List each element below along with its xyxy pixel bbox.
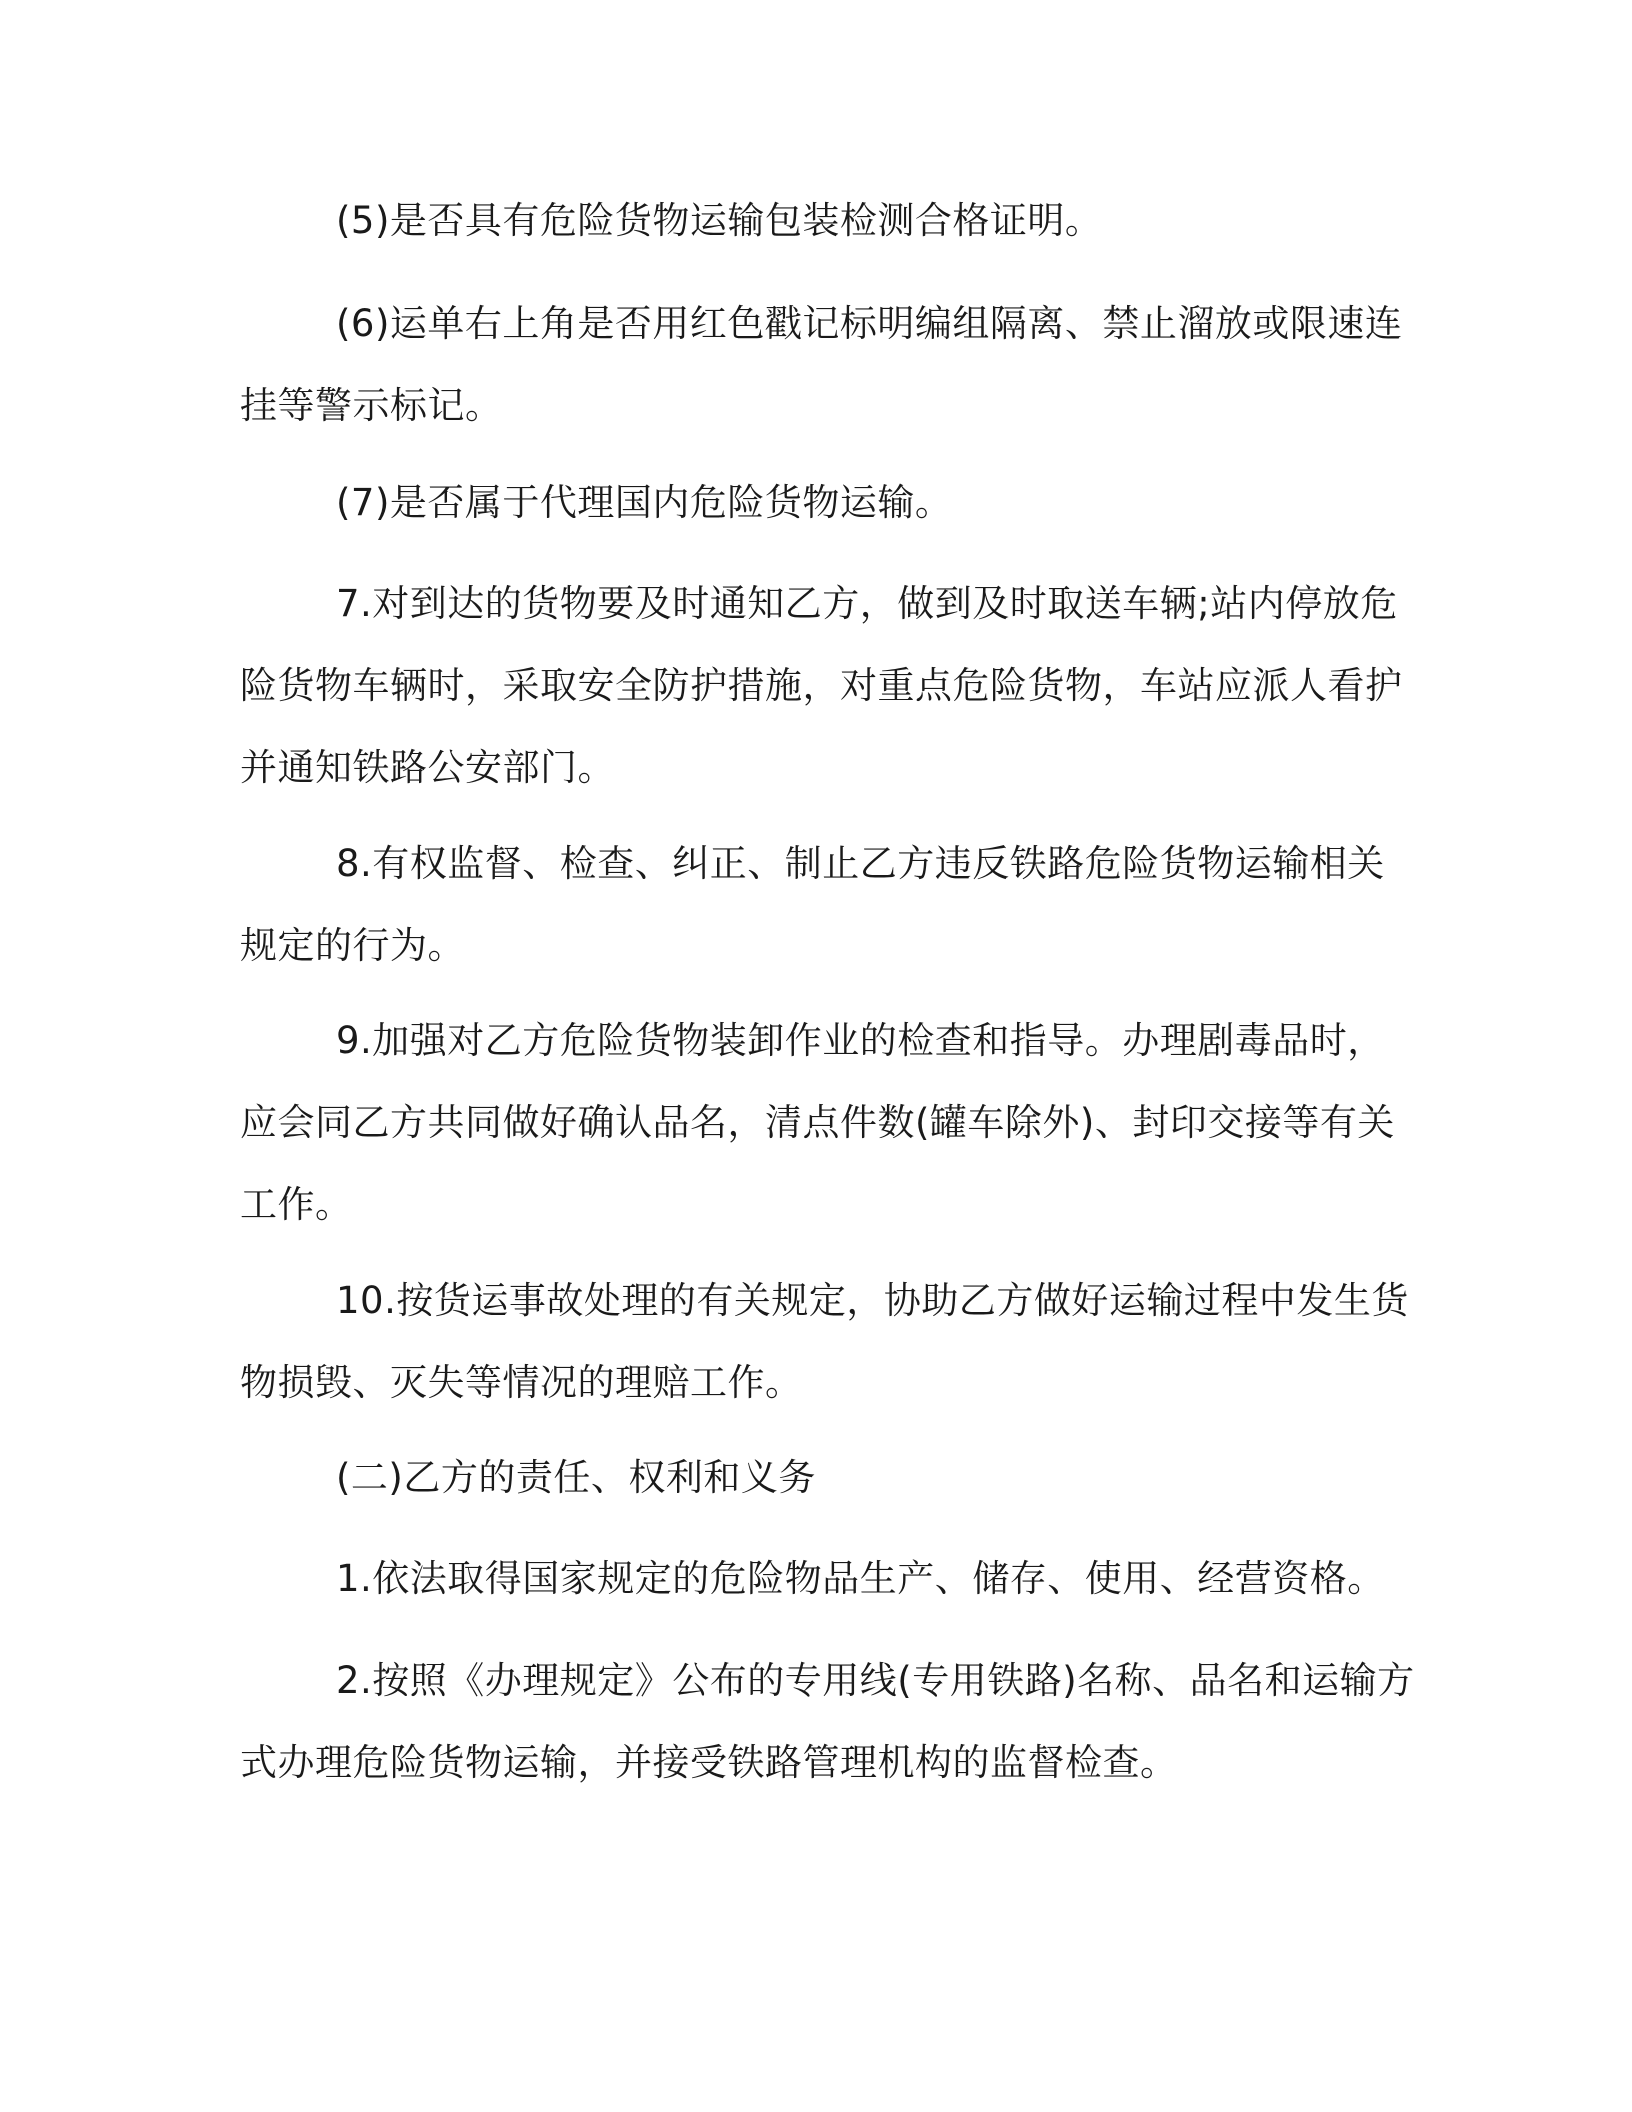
- section-heading-party-b: (二)乙方的责任、权利和义务: [336, 1456, 816, 1499]
- paragraph-item-7: (7)是否属于代理国内危险货物运输。: [336, 481, 953, 524]
- paragraph-clause-9: 9.加强对乙方危险货物装卸作业的检查和指导。办理剧毒品时，应会同乙方共同做好确认品名，清点件数(罐车除外)、封印交接等有关工作。: [240, 1019, 1395, 1226]
- paragraph-clause-10: 10.按货运事故处理的有关规定，协助乙方做好运输过程中发生货物损毁、灭失等情况的理赔工作。: [240, 1279, 1409, 1404]
- paragraph-clause-8: 8.有权监督、检查、纠正、制止乙方违反铁路危险货物运输相关规定的行为。: [240, 842, 1385, 967]
- paragraph-item-5: (5)是否具有危险货物运输包装检测合格证明。: [336, 199, 1103, 242]
- paragraph-party-b-clause-2: 2.按照《办理规定》公布的专用线(专用铁路)名称、品名和运输方式办理危险货物运输，并接受铁路管理机构的监督检查。: [240, 1659, 1415, 1784]
- paragraph-item-6: (6)运单右上角是否用红色戳记标明编组隔离、禁止溜放或限速连挂等警示标记。: [240, 302, 1403, 427]
- paragraph-party-b-clause-1: 1.依法取得国家规定的危险物品生产、储存、使用、经营资格。: [336, 1557, 1385, 1600]
- paragraph-clause-7: 7.对到达的货物要及时通知乙方，做到及时取送车辆;站内停放危险货物车辆时，采取安全防护措施，对重点危险货物，车站应派人看护并通知铁路公安部门。: [240, 582, 1403, 789]
